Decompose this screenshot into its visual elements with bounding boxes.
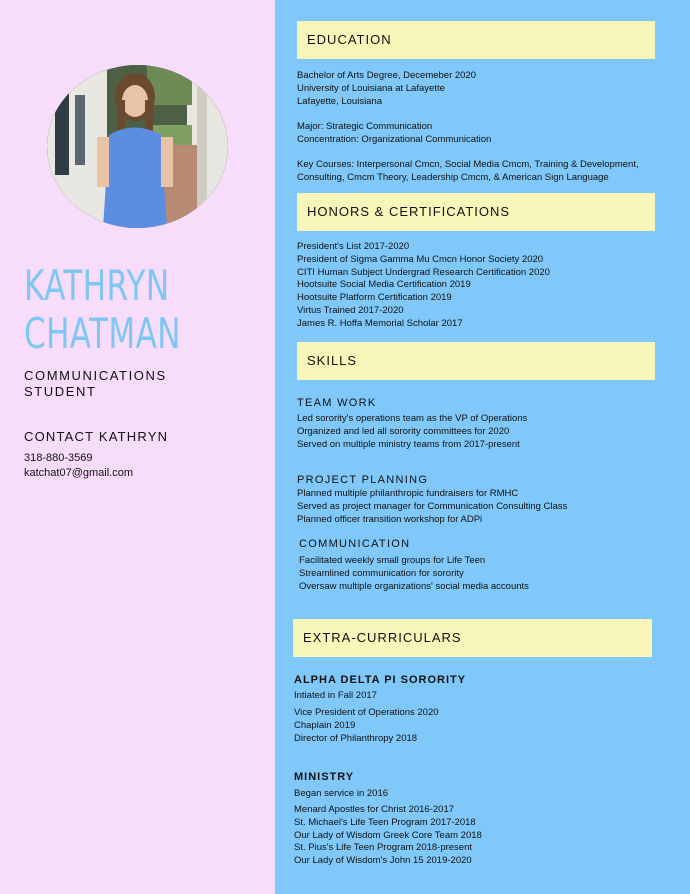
extra-item: Menard Apostles for Christ 2016-2017 [294,804,455,815]
skill-item: Planned multiple philanthropic fundraisers for RMHC [297,488,519,499]
skill-communication-list [299,555,529,593]
honors-item: President of Sigma Gamma Mu Cmcn Honor Society 2020 [297,253,544,265]
extra-item: Our Lady of Wisdom's John 15 2019-2020 [294,855,472,867]
profile-photo [47,65,228,228]
education-school: University of Louisiana at Lafayette [297,82,445,94]
extra-adpi-title: ALPHA DELTA PI SORORITY [294,674,467,686]
skill-item: Facilitated weekly small groups for Life Teen [299,555,486,566]
name-first: KATHRYN [24,261,170,310]
education-concentration: Concentration: Organizational Communication [297,133,492,145]
skill-project-planning-list [297,488,567,526]
honors-header [297,193,655,231]
honors-item: James R. Hoffa Memorial Scholar 2017 [297,317,463,329]
contact-phone: 318-880-3569 [24,452,93,464]
education-major-block [297,121,491,147]
honors-item: President's List 2017-2020 [297,241,410,252]
left-sidebar [0,0,275,894]
education-degree: Bachelor of Arts Degree, Decemeber 2020 [297,70,477,81]
profile-photo-illustration [47,65,228,228]
skill-item: Served on multiple ministry teams from 2017-present [297,438,520,450]
extra-adpi-intro: Intiated in Fall 2017 [294,690,377,701]
skill-item: Served as project manager for Communication Consulting Class [297,500,568,512]
skill-item: Led sorority's operations team as the VP of Operations [297,413,528,424]
honors-item: Hootsuite Platform Certification 2019 [297,292,452,304]
skill-team-work-list [297,413,527,451]
skills-heading: SKILLS [307,353,358,368]
job-title [24,368,167,400]
education-heading: EDUCATION [307,32,392,47]
education-courses-line2: Consulting, Cmcm Theory, Leadership Cmcm, & American Sign Language [297,171,609,183]
extra-ministry-list [294,804,482,868]
job-title-line2: STUDENT [24,384,97,399]
education-location: Lafayette, Louisiana [297,95,383,107]
education-courses-line1: Key Courses: Interpersonal Cmcn, Social Media Cmcm, Training & Development, [297,159,639,170]
contact-email: katchat07@gmail.com [24,467,133,479]
skills-header [297,342,655,380]
extra-item: Director of Philanthropy 2018 [294,732,418,744]
education-major: Major: Strategic Communication [297,121,433,132]
education-header [297,21,655,59]
honors-item: Virtus Trained 2017-2020 [297,304,404,316]
honors-list [297,241,550,331]
education-courses-block [297,159,639,185]
skill-item: Planned officer transition workshop for ADPi [297,513,483,525]
honors-heading: HONORS & CERTIFICATIONS [307,204,511,219]
extra-item: Vice President of Operations 2020 [294,707,439,718]
extra-header [293,619,652,657]
skill-team-work-title: TEAM WORK [297,397,377,409]
extra-ministry-intro: Began service in 2016 [294,788,389,799]
extra-ministry-title: MINISTRY [294,771,355,783]
extra-adpi-list [294,707,439,745]
main-content [275,0,690,894]
extra-heading: EXTRA-CURRICULARS [303,630,462,645]
contact-heading: CONTACT KATHRYN [24,429,169,444]
job-title-line1: COMMUNICATIONS [24,368,167,383]
honors-item: Hootsuite Social Media Certification 2019 [297,279,471,291]
skill-item: Organized and led all sorority committees for 2020 [297,425,510,437]
extra-item: St. Pius's Life Teen Program 2018-present [294,842,473,854]
honors-item: CITI Human Subject Undergrad Research Certification 2020 [297,266,550,278]
skill-communication-title: COMMUNICATION [299,538,411,550]
skill-item: Oversaw multiple organizations' social media accounts [299,580,529,592]
extra-item: Our Lady of Wisdom Greek Core Team 2018 [294,829,482,841]
name-last: CHATMAN [24,309,181,358]
extra-item: Chaplain 2019 [294,719,356,731]
skill-item: Streamlined communication for sorority [299,567,464,579]
education-block [297,70,476,108]
skill-project-planning-title: PROJECT PLANNING [297,474,429,486]
extra-item: St. Michael's Life Teen Program 2017-2018 [294,816,476,828]
